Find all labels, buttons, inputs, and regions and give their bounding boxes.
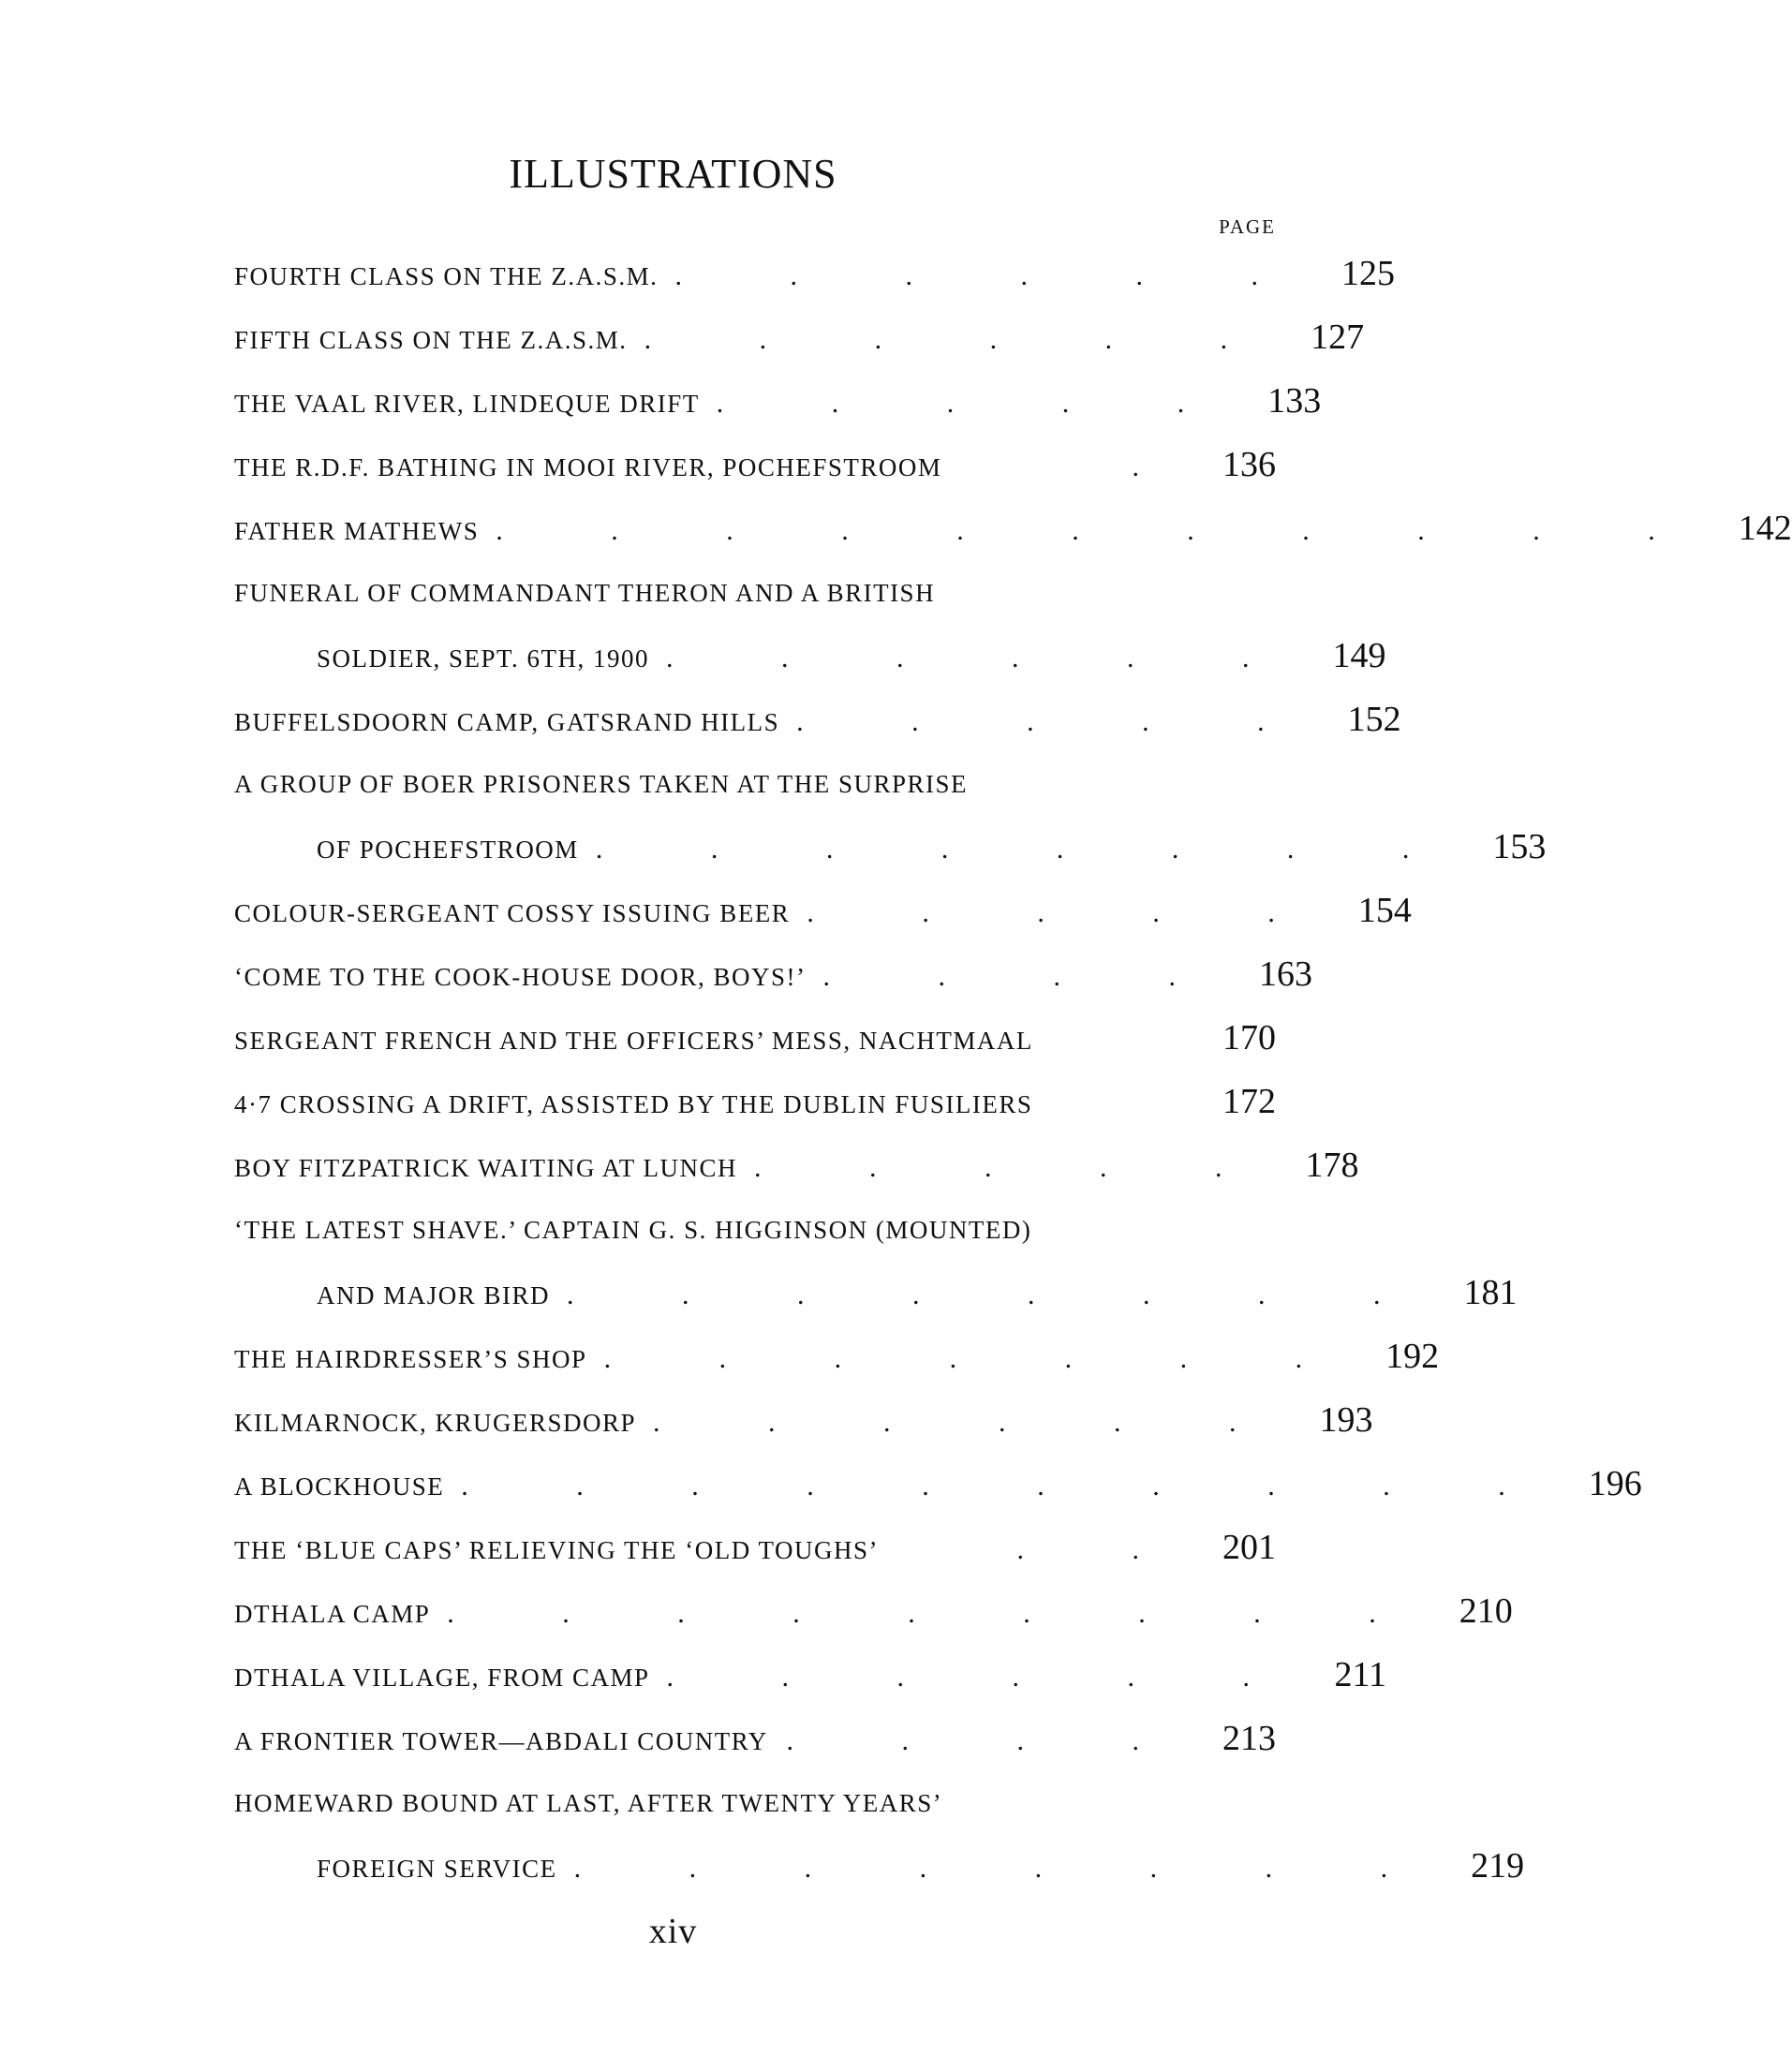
entry-title: FATHER MATHEWS [234, 517, 480, 545]
entry-title: ‘THE LATEST SHAVE.’ CAPTAIN G. S. HIGGINSON (MOUNTED) [234, 1216, 1032, 1244]
entry-page: 181 [1463, 1273, 1518, 1312]
entry-title: SERGEANT FRENCH AND THE OFFICERS’ MESS, NACHTMAAL [234, 1027, 1033, 1055]
entry-title: THE VAAL RIVER, LINDEQUE DRIFT [234, 390, 700, 418]
entry-page: 170 [1222, 1018, 1276, 1058]
list-item [234, 1517, 1276, 1581]
entry-page: 125 [1340, 254, 1395, 293]
entry-title: THE HAIRDRESSER’S SHOP [234, 1345, 587, 1373]
entry-title: FOREIGN SERVICE [317, 1855, 557, 1883]
dot-leader: . . . . . [807, 897, 1325, 928]
list-item [234, 1199, 1276, 1263]
entry-title: DTHALA CAMP [234, 1600, 431, 1628]
entry-title: A BLOCKHOUSE [234, 1472, 445, 1501]
entry-page: 192 [1385, 1337, 1440, 1376]
entry-title: FIFTH CLASS ON THE Z.A.S.M. [234, 326, 628, 354]
list-item [234, 1581, 1513, 1645]
list-item [234, 1263, 1518, 1326]
page-column-label: PAGE [1219, 215, 1276, 238]
entry-page: 136 [1222, 445, 1276, 484]
dot-leader: . . . . . . . . [567, 1280, 1431, 1310]
list-item [234, 626, 1386, 689]
list-item [234, 498, 1792, 562]
list-item [234, 1390, 1373, 1454]
entry-title: KILMARNOCK, KRUGERSDORP [234, 1409, 637, 1437]
entry-title: A FRONTIER TOWER—ABDALI COUNTRY [234, 1727, 768, 1755]
page-title: ILLUSTRATIONS [509, 151, 837, 197]
list-item [234, 880, 1412, 944]
entry-page: 211 [1334, 1655, 1387, 1694]
list-item [234, 1772, 1276, 1836]
dot-leader: . . . . . . [666, 1662, 1301, 1693]
list-item [234, 1072, 1276, 1135]
page-number: xiv [648, 1912, 698, 1951]
entry-page: 153 [1492, 827, 1547, 866]
entry-title: FOURTH CLASS ON THE Z.A.S.M. [234, 262, 659, 290]
dot-leader: . . . . . . . . . . [461, 1471, 1556, 1501]
dot-leader: . . . . . . . . . . . [496, 515, 1706, 546]
list-item [234, 817, 1547, 880]
list-item [234, 753, 1276, 817]
list-item [234, 371, 1322, 435]
entry-page: 193 [1319, 1400, 1373, 1440]
list-item [234, 1454, 1642, 1517]
list-item [234, 1836, 1525, 1900]
entry-page: 133 [1267, 381, 1322, 421]
list-item [234, 1645, 1387, 1709]
dot-leader: . . . . . [796, 706, 1315, 737]
dot-leader: . . . . . . . [603, 1343, 1354, 1374]
entry-page: 213 [1222, 1719, 1276, 1758]
list-item [234, 307, 1365, 371]
entry-page: 210 [1459, 1591, 1513, 1631]
dot-leader: . . . . . . [653, 1407, 1287, 1438]
dot-leader: . . . . . [754, 1152, 1273, 1183]
entry-title: SOLDIER, SEPT. 6TH, 1900 [317, 644, 650, 673]
dot-leader: . . . . . . . . [595, 834, 1460, 865]
entry-title: DTHALA VILLAGE, FROM CAMP [234, 1664, 650, 1692]
dot-leader: . . . . . . . . [573, 1853, 1439, 1884]
entry-page: 152 [1347, 700, 1401, 739]
entry-title: OF POCHEFSTROOM [317, 836, 579, 864]
entry-page: 127 [1311, 318, 1365, 357]
list-item [234, 435, 1276, 498]
entry-title: COLOUR-SERGEANT COSSY ISSUING BEER [234, 899, 791, 927]
entry-page: 172 [1222, 1082, 1276, 1121]
entry-title: A GROUP OF BOER PRISONERS TAKEN AT THE SURPRISE [234, 770, 968, 798]
dot-leader: . . . . [822, 961, 1227, 992]
dot-leader: . . . . . . [644, 324, 1279, 355]
entry-page: 178 [1305, 1146, 1359, 1185]
entry-page: 154 [1357, 891, 1412, 930]
dot-leader: . . . . . [716, 388, 1236, 419]
dot-leader: . . . . . . [674, 260, 1309, 291]
illustrations-list [234, 244, 1792, 1900]
entry-page: 142 [1738, 509, 1792, 548]
entry-title: HOMEWARD BOUND AT LAST, AFTER TWENTY YEARS’ [234, 1789, 943, 1817]
list-item [234, 1326, 1440, 1390]
dot-leader: . . [1016, 1534, 1190, 1565]
list-item [234, 1135, 1359, 1199]
entry-title: FUNERAL OF COMMANDANT THERON AND A BRITISH [234, 579, 936, 607]
list-item [234, 944, 1313, 1008]
entry-title: AND MAJOR BIRD [317, 1281, 551, 1309]
list-item [234, 1008, 1276, 1072]
entry-title: THE ‘BLUE CAPS’ RELIEVING THE ‘OLD TOUGHS’ [234, 1536, 879, 1564]
list-item [234, 244, 1395, 307]
list-item [234, 689, 1401, 753]
list-item [234, 1709, 1276, 1772]
entry-page: 149 [1332, 636, 1386, 675]
dot-leader: . . . . . . [666, 643, 1300, 673]
entry-page: 219 [1471, 1846, 1525, 1886]
entry-page: 201 [1222, 1528, 1276, 1567]
entry-title: BOY FITZPATRICK WAITING AT LUNCH [234, 1154, 738, 1182]
entry-page: 163 [1259, 954, 1313, 994]
list-item [234, 562, 1276, 626]
dot-leader: . [1132, 451, 1190, 482]
dot-leader: . . . . . . . . . [447, 1598, 1427, 1629]
dot-leader: . . . . [786, 1725, 1190, 1756]
entry-title: ‘COME TO THE COOK-HOUSE DOOR, BOYS!’ [234, 963, 807, 991]
entry-title: BUFFELSDOORN CAMP, GATSRAND HILLS [234, 708, 780, 736]
entry-title: 4·7 CROSSING A DRIFT, ASSISTED BY THE DUBLIN FUSILIERS [234, 1090, 1033, 1118]
entry-title: THE R.D.F. BATHING IN MOOI RIVER, POCHEFSTROOM [234, 453, 942, 481]
entry-page: 196 [1588, 1464, 1642, 1503]
